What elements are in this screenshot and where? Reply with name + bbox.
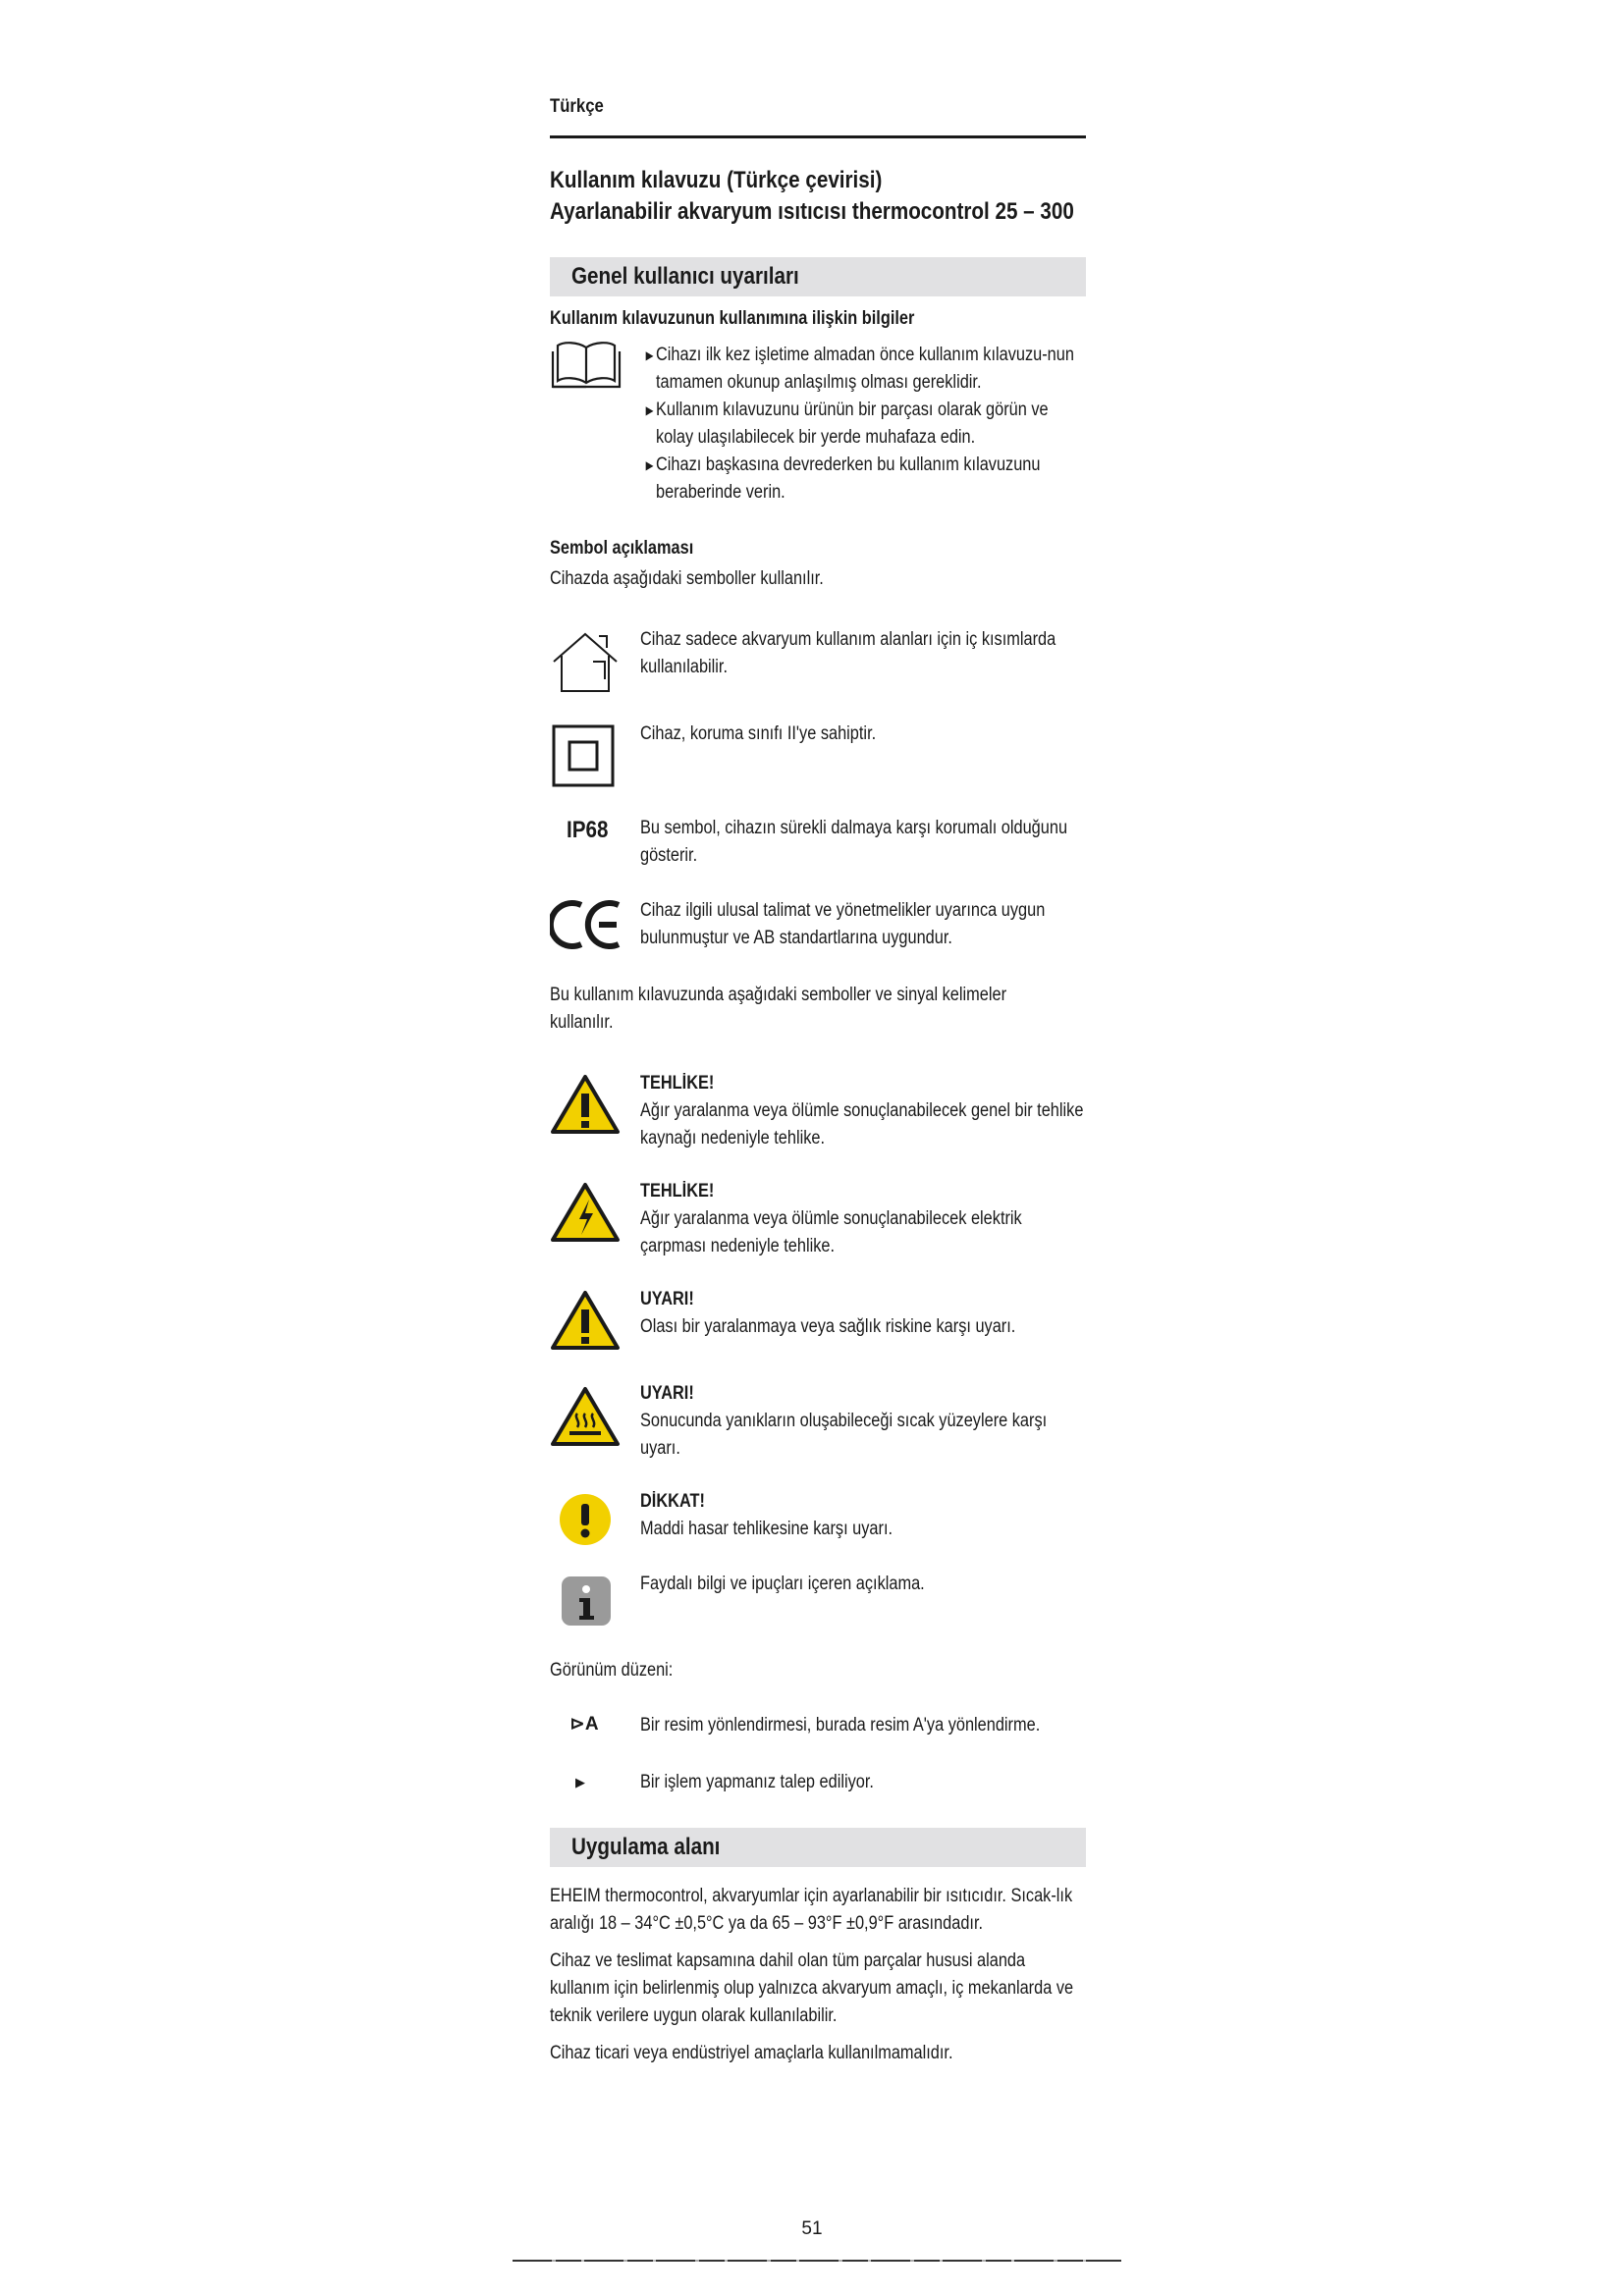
manual-symbols-intro: Bu kullanım kılavuzunda aşağıdaki semboller ve sinyal kelimeler kullanılır.: [550, 985, 1007, 1033]
header-rule: [550, 135, 1086, 138]
layout-heading: Görünüm düzeni:: [550, 1660, 674, 1681]
signal-description: Ağır yaralanma veya ölümle sonuçlanabilecek genel bir tehlike kaynağı nedeniyle tehlike.: [640, 1100, 1084, 1148]
book-icon: [550, 338, 623, 391]
symbol-description: Bu sembol, cihazın sürekli dalmaya karşı korumalı olduğunu gösterir.: [640, 818, 1068, 866]
ip68-label: IP68: [567, 817, 609, 843]
signal-description: Ağır yaralanma veya ölümle sonuçlanabilecek elektrik çarpması nedeniyle tehlike.: [640, 1208, 1022, 1256]
bullet-item: ▶ Cihazı ilk kez işletime almadan önce kullanım kılavuzu-nun tamamen okunup anlaşılmış olması gereklidir.: [656, 342, 1085, 397]
signal-word: DİKKAT!: [640, 1491, 705, 1512]
layout-description: Bir resim yönlendirmesi, burada resim A'ya yönlendirme.: [640, 1715, 1041, 1735]
signal-description: Maddi hasar tehlikesine karşı uyarı.: [640, 1519, 893, 1539]
section-band-application: [550, 1828, 1086, 1867]
doc-title: Kullanım kılavuzu (Türkçe çevirisi): [550, 167, 883, 193]
ce-mark-icon: [550, 897, 624, 952]
warning-exclamation-icon: [550, 1074, 621, 1135]
application-paragraph: Cihaz ve teslimat kapsamına dahil olan tüm parçalar hususi alanda kullanım için belirlenmiş olup yalnızca akvaryum amaçlı, iç mekanlarda ve teknik verilere uygun olarak kullanılabilir.: [550, 1950, 1074, 2026]
manual-info-heading: Kullanım kılavuzunun kullanımına ilişkin bilgiler: [550, 308, 915, 329]
info-icon: [560, 1575, 613, 1628]
hot-surface-icon: [550, 1386, 621, 1447]
section-heading: Genel kullanıcı uyarıları: [571, 263, 799, 290]
symbol-description: Cihaz sadece akvaryum kullanım alanları için iç kısımlarda kullanılabilir.: [640, 629, 1056, 677]
caution-circle-icon: [558, 1492, 613, 1547]
house-icon: [550, 628, 621, 695]
language-label: Türkçe: [550, 96, 604, 117]
signal-word: TEHLİKE!: [640, 1073, 715, 1094]
action-arrow-icon: ▶: [575, 1775, 585, 1789]
bullet-arrow-icon: ▶: [645, 458, 654, 472]
signal-description: Olası bir yaralanmaya veya sağlık riskine karşı uyarı.: [640, 1316, 1016, 1337]
symbols-intro: Cihazda aşağıdaki semboller kullanılır.: [550, 568, 824, 589]
signal-description: Faydalı bilgi ve ipuçları içeren açıklama.: [640, 1574, 925, 1594]
application-paragraph: EHEIM thermocontrol, akvaryumlar için ayarlanabilir bir ısıtıcıdır. Sıcak-lık aralığı 18 – 34°C ±0,5°C ya da 65 – 93°F ±0,9°F arasındadır.: [550, 1886, 1073, 1934]
section-heading: Uygulama alanı: [571, 1834, 721, 1860]
bullet-item: ▶ Kullanım kılavuzunu ürünün bir parçası olarak görün ve kolay ulaşılabilecek bir yerde muhafaza edin.: [656, 397, 1085, 452]
signal-word: UYARI!: [640, 1289, 694, 1309]
double-square-icon: [552, 724, 615, 787]
bullet-arrow-icon: ▶: [645, 348, 654, 362]
figure-reference-icon: ⊳A: [569, 1714, 599, 1735]
layout-description: Bir işlem yapmanız talep ediliyor.: [640, 1772, 874, 1792]
symbol-description: Cihaz, koruma sınıfı II'ye sahiptir.: [640, 723, 877, 744]
signal-description: Sonucunda yanıkların oluşabileceği sıcak yüzeylere karşı uyarı.: [640, 1411, 1048, 1459]
footer-rule: [513, 2260, 1121, 2262]
bullet-item: ▶ Cihazı başkasına devrederken bu kullanım kılavuzunu beraberinde verin.: [656, 452, 1085, 507]
doc-subtitle: Ayarlanabilir akvaryum ısıtıcısı thermocontrol 25 – 300: [550, 198, 1074, 225]
warning-exclamation-icon: [550, 1290, 621, 1351]
symbol-description: Cihaz ilgili ulusal talimat ve yönetmelikler uyarınca uygun bulunmuştur ve AB standartlarına uygundur.: [640, 900, 1046, 948]
section-band-general: [550, 257, 1086, 296]
page-number: 51: [801, 2218, 823, 2239]
electric-shock-icon: [550, 1182, 621, 1243]
signal-word: TEHLİKE!: [640, 1181, 715, 1201]
symbols-heading: Sembol açıklaması: [550, 538, 694, 559]
signal-word: UYARI!: [640, 1383, 694, 1404]
bullet-arrow-icon: ▶: [645, 403, 654, 417]
application-paragraph: Cihaz ticari veya endüstriyel amaçlarla kullanılmamalıdır.: [550, 2043, 953, 2063]
